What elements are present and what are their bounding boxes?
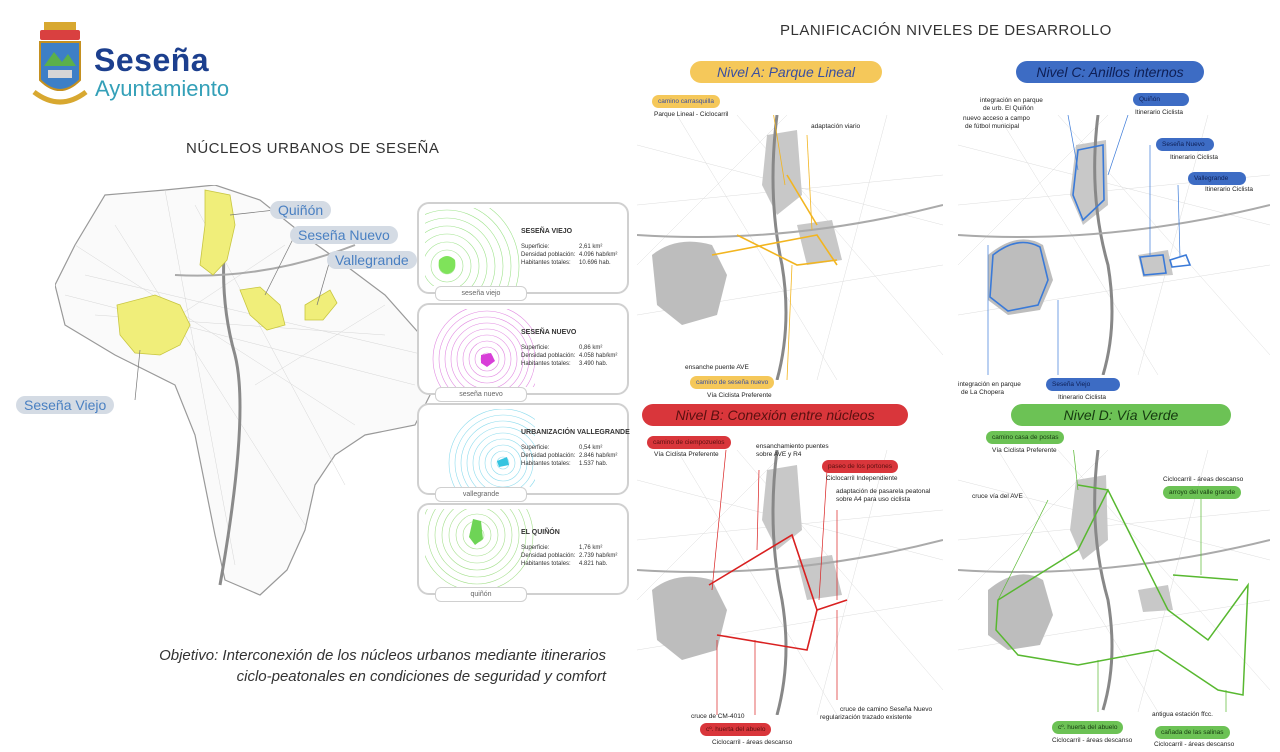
card-tab: vallegrande (435, 487, 527, 502)
level-a-note: Vía Ciclista Preferente (707, 392, 772, 399)
stat-label: Densidad población: (521, 453, 576, 459)
label-sesena-viejo: Seseña Viejo (16, 396, 114, 414)
level-b-note: ensanchamiento puentes (756, 443, 829, 450)
level-c-note: Itinerario Ciclista (1170, 154, 1219, 161)
level-b-note: Ciclocarril Independiente (826, 475, 898, 482)
density-card (417, 403, 630, 498)
label-vallegrande: Vallegrande (327, 251, 417, 269)
brand-subtitle: Ayuntamiento (95, 76, 230, 101)
right-heading: PLANIFICACIÓN NIVELES DE DESARROLLO (780, 22, 1112, 39)
level-c-note: de urb. El Quiñón (983, 105, 1034, 112)
level-d-note: Ciclocarril - áreas descanso (1154, 741, 1235, 748)
level-c-note: integración en parque (958, 381, 1021, 388)
level-a-note: Parque Lineal - Ciclocarril (654, 111, 729, 118)
stat-label: Habitantes totales: (521, 260, 571, 266)
level-d-tag: camino casa de postas (986, 431, 1064, 444)
coat-of-arms-icon (30, 22, 90, 118)
stat-value: 4.821 hab. (579, 561, 608, 567)
brand-title: Seseña (94, 42, 210, 78)
level-c-title: Nivel C: Anillos internos (1016, 61, 1204, 83)
level-b-note: cruce de camino Seseña Nuevo (840, 706, 933, 713)
level-c-note: nuevo acceso a campo (963, 115, 1030, 122)
stat-value: 2.846 hab/km² (579, 453, 618, 459)
objective-text (60, 645, 606, 687)
stat-value: 2.739 hab/km² (579, 553, 618, 559)
level-c-note: integración en parque (980, 97, 1043, 104)
level-a-title: Nivel A: Parque Lineal (690, 61, 882, 83)
level-b-tag: paseo de los portones (822, 460, 898, 473)
stat-label: Habitantes totales: (521, 361, 571, 367)
stat-value: 0,54 km² (579, 445, 603, 451)
municipality-map (55, 185, 435, 605)
level-c-note: Itinerario Ciclista (1135, 109, 1184, 116)
card-name: URBANIZACIÓN VALLEGRANDE (521, 429, 630, 436)
level-c-note: de La Chopera (961, 389, 1005, 396)
level-c-tag: Quiñón (1133, 93, 1189, 106)
density-rings-icon (425, 509, 535, 587)
level-a-note: ensanche puente AVE (685, 364, 749, 371)
level-d-note: Ciclocarril - áreas descanso (1052, 737, 1133, 744)
stat-label: Densidad población: (521, 553, 576, 559)
stat-value: 1.537 hab. (579, 461, 608, 467)
stat-label: Habitantes totales: (521, 561, 571, 567)
level-c-tag: Seseña Nuevo (1156, 138, 1214, 151)
level-c-tag: Seseña Viejo (1046, 378, 1120, 391)
stat-label: Superficie: (521, 545, 550, 551)
stat-value: 3.490 hab. (579, 361, 608, 367)
level-d-note: Ciclocarril - áreas descanso (1163, 476, 1244, 483)
card-tab: seseña viejo (435, 286, 527, 301)
level-c-tag: Vallegrande (1188, 172, 1246, 185)
level-c-note: Itinerario Ciclista (1205, 186, 1254, 193)
stat-value: 4.096 hab/km² (579, 252, 618, 258)
level-d-title: Nivel D: Vía Verde (1011, 404, 1231, 426)
stat-label: Habitantes totales: (521, 461, 571, 467)
level-b-tag: cº. huerta del abuelo (700, 723, 771, 736)
stat-value: 10.696 hab. (579, 260, 611, 266)
level-d-note: cruce vía del AVE (972, 493, 1023, 500)
level-d-note: Vía Ciclista Preferente (992, 447, 1057, 454)
objective-line: ciclo-peatonales en condiciones de seguridad y comfort (236, 668, 606, 685)
label-sesena-nuevo: Seseña Nuevo (290, 226, 398, 244)
level-d-tag: cañada de las salinas (1155, 726, 1230, 739)
level-b-title: Nivel B: Conexión entre núcleos (642, 404, 908, 426)
level-c-note: Itinerario Ciclista (1058, 394, 1107, 401)
level-a-map (637, 115, 943, 380)
left-heading: NÚCLEOS URBANOS DE SESEÑA (186, 140, 440, 157)
stat-value: 4.058 hab/km² (579, 353, 618, 359)
stat-label: Superficie: (521, 345, 550, 351)
level-c-note: de fútbol municipal (965, 123, 1020, 130)
stat-label: Densidad población: (521, 252, 576, 258)
stat-value: 1,76 km² (579, 545, 603, 551)
card-name: SESEÑA VIEJO (521, 228, 573, 235)
card-name: SESEÑA NUEVO (521, 329, 577, 336)
level-d-tag: cº. huerta del abuelo (1052, 721, 1123, 734)
stat-label: Superficie: (521, 445, 550, 451)
stat-value: 2,61 km² (579, 244, 603, 250)
level-c-map (958, 115, 1270, 375)
stat-value: 0,86 km² (579, 345, 603, 351)
level-b-note: cruce de CM-4010 (691, 713, 745, 720)
density-card (417, 202, 629, 297)
level-a-note: adaptación viario (811, 123, 861, 130)
level-d-note: antigua estación ffcc. (1152, 711, 1213, 718)
level-d-tag: arroyo del valle grande (1163, 486, 1241, 499)
objective-line: Objetivo: Interconexión de los núcleos urbanos mediante itinerarios (159, 647, 606, 664)
level-b-note: sobre A4 para uso ciclista (836, 496, 911, 503)
level-b-note: Ciclocarril - áreas descanso (712, 739, 793, 746)
level-b-note: sobre AVE y R4 (756, 451, 802, 458)
level-a-tag: camino carrasquilla (652, 95, 720, 108)
density-card (417, 303, 629, 398)
level-b-note: regularización trazado existente (820, 714, 912, 721)
density-rings-icon (425, 208, 535, 286)
level-b-note: adaptación de pasarela peatonal (836, 488, 931, 495)
label-quinon: Quiñón (270, 201, 331, 219)
stat-label: Densidad población: (521, 353, 576, 359)
level-a-tag: camino de seseña nuevo (690, 376, 774, 389)
card-tab: quiñón (435, 587, 527, 602)
density-card (417, 503, 629, 598)
density-rings-icon (425, 309, 535, 387)
density-rings-icon (425, 409, 535, 487)
stat-label: Superficie: (521, 244, 550, 250)
level-b-tag: camino de ciempozuelos (647, 436, 731, 449)
level-b-note: Vía Ciclista Preferente (654, 451, 719, 458)
card-tab: seseña nuevo (435, 387, 527, 402)
card-name: EL QUIÑÓN (521, 529, 560, 536)
